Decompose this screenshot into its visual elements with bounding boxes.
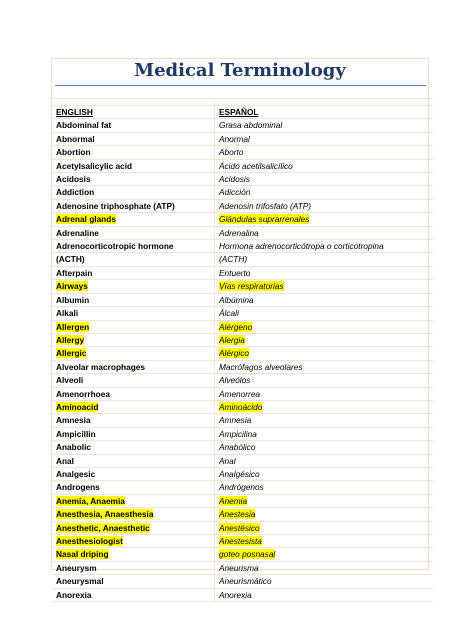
- table-row: [52, 561, 433, 574]
- english-term: Amenorrhoea: [56, 388, 110, 399]
- spanish-term: Hormona adrenocorticótropa o corticotropina: [219, 241, 384, 252]
- spanish-term-cell: [215, 186, 434, 199]
- spanish-term-cell: [215, 293, 434, 306]
- english-term-cell: [52, 454, 215, 467]
- english-term: Addiction: [56, 187, 95, 198]
- table-header-row: [52, 106, 433, 119]
- english-term-cell: [52, 293, 215, 306]
- english-term: Analgesic: [56, 468, 96, 479]
- english-term: Anabolic: [56, 442, 92, 453]
- spanish-term: Grasa abdominal: [219, 120, 283, 131]
- spanish-term-cell: [215, 307, 434, 320]
- spanish-term-cell: [215, 414, 434, 427]
- spanish-term: Analgésico: [219, 468, 260, 479]
- table-row: [52, 226, 433, 239]
- spanish-term: Anorexia: [219, 589, 252, 600]
- english-term-cell: [52, 320, 215, 333]
- english-term: Afterpain: [56, 267, 93, 278]
- english-term: Adrenal glands: [56, 214, 116, 225]
- english-term: Abnormal: [56, 133, 95, 144]
- table-row: [52, 132, 433, 145]
- table-row: [52, 467, 433, 480]
- spanish-term: Ácido acetilsalicílico: [219, 160, 293, 171]
- english-term-cell: [52, 119, 215, 132]
- english-term: Allergy: [56, 334, 85, 345]
- table-row: [52, 320, 433, 333]
- english-term-cell: [52, 199, 215, 212]
- table-row: [52, 400, 433, 413]
- table-row: [52, 494, 433, 507]
- english-term-cell: [52, 494, 215, 507]
- english-term: Acetylsalicylic acid: [56, 160, 133, 171]
- english-term-cell: [52, 588, 215, 601]
- spanish-term-cell: [215, 240, 434, 253]
- english-term: (ACTH): [56, 254, 85, 265]
- spanish-term: goteo posnasal: [219, 549, 276, 560]
- spanish-term-cell: [215, 159, 434, 172]
- english-term: Abortion: [56, 147, 91, 158]
- english-term: Aminoacid: [56, 401, 99, 412]
- english-term-cell: [52, 508, 215, 521]
- spanish-term: Aneurisma: [219, 562, 259, 573]
- english-term-cell: [52, 427, 215, 440]
- english-term-cell: [52, 146, 215, 159]
- spanish-term: Anal: [219, 455, 236, 466]
- table-row: [52, 333, 433, 346]
- table-row: [52, 293, 433, 306]
- spanish-term-cell: [215, 561, 434, 574]
- spanish-term: Aneurismático: [219, 576, 272, 587]
- english-term: Anemia, Anaemia: [56, 495, 125, 506]
- english-term-cell: [52, 307, 215, 320]
- spanish-term-cell: [215, 280, 434, 293]
- english-term-cell: [52, 414, 215, 427]
- terminology-table-container: [52, 98, 428, 602]
- english-term-cell: [52, 400, 215, 413]
- spanish-term: Andrógenos: [219, 482, 264, 493]
- english-term: Anesthetic, Anaesthetic: [56, 522, 150, 533]
- spanish-term: Macrófagos alveolares: [219, 361, 303, 372]
- english-term-cell: [52, 548, 215, 561]
- table-row: [52, 548, 433, 561]
- spanish-term: Adicción: [219, 187, 251, 198]
- spanish-term-cell: [215, 119, 434, 132]
- english-term-cell: [52, 467, 215, 480]
- english-term: Aneurysm: [56, 562, 97, 573]
- spanish-term-cell: [215, 199, 434, 212]
- english-term-cell: [52, 213, 215, 226]
- english-term-cell: [52, 253, 215, 266]
- table-row: [52, 186, 433, 199]
- table-row: [52, 119, 433, 132]
- english-term-cell: [52, 280, 215, 293]
- english-term: Ampicillin: [56, 428, 96, 439]
- spanish-term: Adenosin trifosfato (ATP): [219, 200, 312, 211]
- english-term-cell: [52, 441, 215, 454]
- english-term-cell: [52, 173, 215, 186]
- table-row: [52, 307, 433, 320]
- spanish-term-cell: [215, 213, 434, 226]
- spanish-term: (ACTH): [219, 254, 248, 265]
- english-term-cell: [52, 575, 215, 588]
- english-term: Nasal driping: [56, 549, 109, 560]
- spanish-term-cell: [215, 360, 434, 373]
- table-row: [52, 213, 433, 226]
- table-row: [52, 535, 433, 548]
- english-term-cell: [52, 561, 215, 574]
- table-row: [52, 508, 433, 521]
- english-term-cell: [52, 266, 215, 279]
- table-row: [52, 360, 433, 373]
- table-spacer-row: [52, 99, 433, 106]
- table-row: [52, 253, 433, 266]
- spanish-term: Anabólico: [219, 442, 256, 453]
- english-term-cell: [52, 535, 215, 548]
- spanish-term-cell: [215, 146, 434, 159]
- english-term: Anesthesia, Anaesthesia: [56, 509, 154, 520]
- table-row: [52, 199, 433, 212]
- spanish-term-cell: [215, 333, 434, 346]
- spanish-term-cell: [215, 320, 434, 333]
- spanish-term: Anestésico: [219, 522, 260, 533]
- spanish-term: Amnesia: [219, 415, 252, 426]
- table-row: [52, 387, 433, 400]
- english-term-cell: [52, 481, 215, 494]
- spanish-term-cell: [215, 588, 434, 601]
- spanish-term-cell: [215, 481, 434, 494]
- english-term: Alkali: [56, 308, 79, 319]
- spanish-term: Alveólos: [219, 375, 251, 386]
- spanish-term-cell: [215, 132, 434, 145]
- english-term-cell: [52, 360, 215, 373]
- english-term: Allergen: [56, 321, 90, 332]
- spanish-term-cell: [215, 374, 434, 387]
- title-underline: [55, 85, 426, 86]
- english-term: Adrenaline: [56, 227, 99, 238]
- english-term: Albumin: [56, 294, 90, 305]
- english-term-cell: [52, 521, 215, 534]
- table-row: [52, 414, 433, 427]
- table-row: [52, 159, 433, 172]
- english-term: Adenosine triphosphate (ATP): [56, 200, 175, 211]
- spanish-term-cell: [215, 427, 434, 440]
- spanish-term: Aborto: [219, 147, 244, 158]
- spanish-term: Entuerto: [219, 267, 251, 278]
- spanish-term-cell: [215, 521, 434, 534]
- spanish-term: Anestesia: [219, 509, 256, 520]
- table-row: [52, 441, 433, 454]
- english-term: Amnesia: [56, 415, 91, 426]
- table-row: [52, 146, 433, 159]
- english-term-cell: [52, 347, 215, 360]
- spanish-term-cell: [215, 535, 434, 548]
- spanish-term-cell: [215, 575, 434, 588]
- table-row: [52, 521, 433, 534]
- table-row: [52, 280, 433, 293]
- spanish-term-cell: [215, 548, 434, 561]
- spanish-term: Aminoácido: [219, 401, 263, 412]
- english-term-cell: [52, 186, 215, 199]
- header-english: ENGLISH: [52, 106, 215, 119]
- english-term-cell: [52, 132, 215, 145]
- table-row: [52, 266, 433, 279]
- english-term: Androgens: [56, 482, 100, 493]
- spanish-term-cell: [215, 467, 434, 480]
- terminology-table: [52, 98, 433, 602]
- spanish-term-cell: [215, 441, 434, 454]
- spanish-term-cell: [215, 454, 434, 467]
- english-term-cell: [52, 333, 215, 346]
- english-term: Anesthesiologist: [56, 536, 123, 546]
- spanish-term: Glándulas suprarrenales: [219, 214, 310, 225]
- spanish-term-cell: [215, 387, 434, 400]
- spanish-term: Ampicilina: [219, 428, 257, 439]
- table-row: [52, 173, 433, 186]
- english-term: Aneurysmal: [56, 576, 104, 587]
- spanish-term: Anemia: [219, 495, 248, 506]
- spanish-term: Alérgeno: [219, 321, 253, 332]
- spanish-term: Alérgico: [219, 348, 249, 359]
- spanish-term: Anestesista: [219, 536, 262, 546]
- english-term-cell: [52, 226, 215, 239]
- spanish-term-cell: [215, 226, 434, 239]
- spanish-term-cell: [215, 494, 434, 507]
- spanish-term: Amenorrea: [219, 388, 261, 399]
- english-term: Anal: [56, 455, 74, 466]
- english-term: Allergic: [56, 348, 87, 359]
- table-row: [52, 240, 433, 253]
- header-spanish: ESPAÑOL: [215, 106, 434, 119]
- table-row: [52, 575, 433, 588]
- english-term: Airways: [56, 281, 88, 292]
- spanish-term: Anormal: [219, 133, 250, 144]
- spanish-term-cell: [215, 253, 434, 266]
- english-term: Alveoli: [56, 375, 84, 386]
- table-row: [52, 347, 433, 360]
- english-term: Alveolar macrophages: [56, 361, 145, 372]
- spanish-term: Albúmina: [219, 294, 254, 305]
- spanish-term-cell: [215, 266, 434, 279]
- spanish-term: Acidosis: [219, 174, 250, 185]
- spanish-term: Álcali: [219, 308, 239, 319]
- spanish-term: Vías respiratorias: [219, 281, 284, 292]
- spanish-term-cell: [215, 347, 434, 360]
- english-term: Abdominal fat: [56, 120, 112, 131]
- english-term: Adrenocorticotropic hormone: [56, 241, 174, 252]
- english-term: Acidosis: [56, 174, 91, 185]
- table-row: [52, 374, 433, 387]
- table-row: [52, 454, 433, 467]
- english-term: Anorexia: [56, 589, 92, 600]
- english-term-cell: [52, 387, 215, 400]
- english-term-cell: [52, 240, 215, 253]
- spanish-term-cell: [215, 508, 434, 521]
- table-row: [52, 481, 433, 494]
- table-row: [52, 588, 433, 601]
- spanish-term-cell: [215, 400, 434, 413]
- spanish-term: Alergia: [219, 334, 245, 345]
- english-term-cell: [52, 374, 215, 387]
- spanish-term-cell: [215, 173, 434, 186]
- table-row: [52, 427, 433, 440]
- spanish-term: Adrenalina: [219, 227, 259, 238]
- english-term-cell: [52, 159, 215, 172]
- page-title: Medical Terminology: [134, 60, 346, 81]
